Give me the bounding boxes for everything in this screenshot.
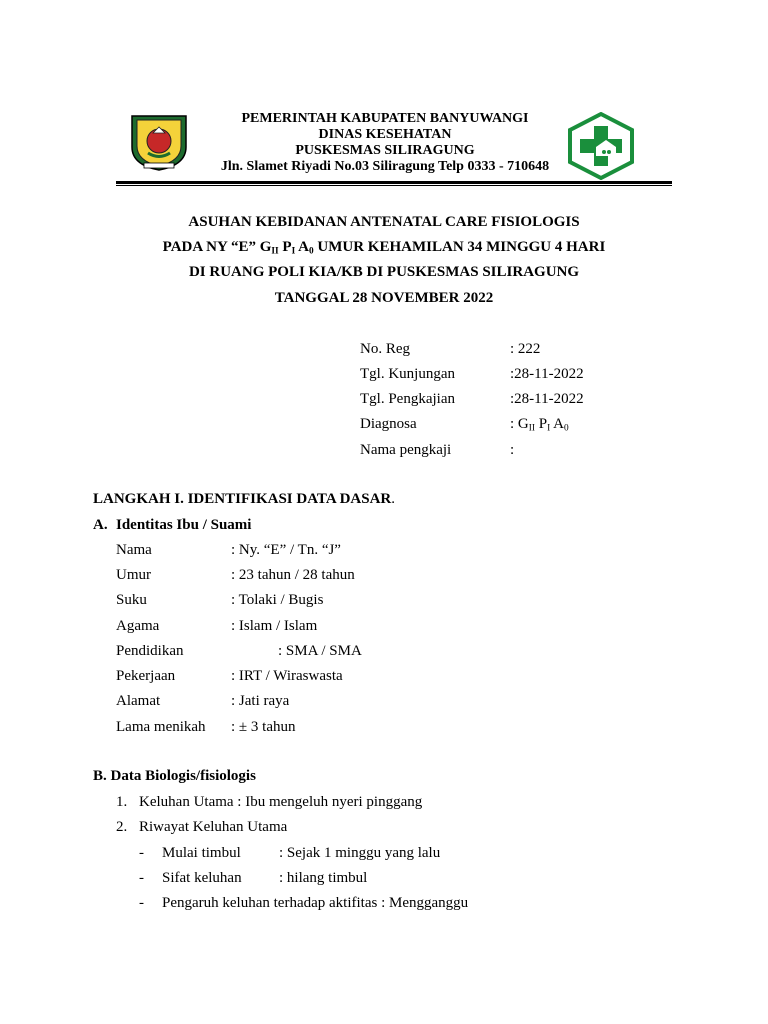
subitem-value: : hilang timbul bbox=[279, 870, 368, 886]
reg-label: Tgl. Pengkajian bbox=[360, 391, 455, 407]
puskesmas-logo bbox=[566, 112, 636, 180]
identity-value: : 23 tahun / 28 tahun bbox=[231, 567, 355, 583]
subsection-title-identitas: Identitas Ibu / Suami bbox=[116, 517, 252, 533]
identity-value: : SMA / SMA bbox=[278, 643, 362, 659]
bullet-dash: - bbox=[139, 870, 144, 886]
list-item-keluhan-utama: Keluhan Utama : Ibu mengeluh nyeri pinggang bbox=[139, 794, 423, 810]
identity-label: Suku bbox=[116, 592, 147, 608]
identity-value: : IRT / Wiraswasta bbox=[231, 668, 343, 684]
identity-value: : Tolaki / Bugis bbox=[231, 592, 324, 608]
identity-value: : Ny. “E” / Tn. “J” bbox=[231, 542, 341, 558]
identity-value: : Jati raya bbox=[231, 693, 290, 709]
identity-label: Pekerjaan bbox=[116, 668, 176, 684]
subitem-value: : Sejak 1 minggu yang lalu bbox=[279, 845, 441, 861]
title-line-4: TANGGAL 28 NOVEMBER 2022 bbox=[274, 290, 494, 306]
subsection-marker-a: A. bbox=[93, 517, 108, 533]
list-number: 2. bbox=[116, 819, 128, 835]
identity-label: Nama bbox=[116, 542, 152, 558]
reg-value: :28-11-2022 bbox=[510, 366, 584, 382]
banyuwangi-regency-logo bbox=[124, 113, 194, 171]
letterhead-rule-thin bbox=[116, 185, 672, 186]
letterhead-rule-thick bbox=[116, 181, 672, 184]
title-line-2-suffix: UMUR KEHAMILAN 34 MINGGU 4 HARI bbox=[313, 239, 606, 255]
subitem-label: Sifat keluhan bbox=[162, 870, 242, 886]
title-line-2-prefix: PADA NY “E” bbox=[162, 239, 260, 255]
reg-value: :28-11-2022 bbox=[510, 391, 584, 407]
section-heading-langkah-1: LANGKAH I. IDENTIFIKASI DATA DASAR. bbox=[93, 491, 395, 507]
header-government: PEMERINTAH KABUPATEN BANYUWANGI bbox=[241, 111, 529, 126]
list-number: 1. bbox=[116, 794, 128, 810]
header-address: Jln. Slamet Riyadi No.03 Siliragung Telp 0333 - 710648 bbox=[220, 159, 550, 174]
list-item-riwayat-keluhan: Riwayat Keluhan Utama bbox=[139, 819, 288, 835]
reg-value: : 222 bbox=[510, 341, 541, 357]
header-puskesmas: PUSKESMAS SILIRAGUNG bbox=[295, 143, 475, 158]
identity-label: Alamat bbox=[116, 693, 161, 709]
bullet-dash: - bbox=[139, 845, 144, 861]
title-line-2 bbox=[0, 239, 768, 256]
section-heading-data-biologis: B. Data Biologis/fisiologis bbox=[93, 768, 256, 784]
reg-label: No. Reg bbox=[360, 341, 410, 357]
reg-value-diagnosis: : $G_{II}$ $P_I$ $A_0$ bbox=[510, 416, 569, 434]
identity-label: Umur bbox=[116, 567, 151, 583]
reg-value: : bbox=[510, 442, 515, 458]
identity-value: : Islam / Islam bbox=[231, 618, 318, 634]
reg-label: Tgl. Kunjungan bbox=[360, 366, 455, 382]
title-line-1: ASUHAN KEBIDANAN ANTENATAL CARE FISIOLOGIS bbox=[188, 214, 580, 230]
title-line-3: DI RUANG POLI KIA/KB DI PUSKESMAS SILIRAGUNG bbox=[188, 264, 580, 280]
identity-label: Pendidikan bbox=[116, 643, 184, 659]
header-department: DINAS KESEHATAN bbox=[318, 127, 452, 142]
identity-label: Agama bbox=[116, 618, 160, 634]
obstetric-code: $G_{II}$ $P_I$ $A_0$ bbox=[259, 239, 314, 257]
subitem-label: Mulai timbul bbox=[162, 845, 241, 861]
bullet-dash: - bbox=[139, 895, 144, 911]
identity-label: Lama menikah bbox=[116, 719, 206, 735]
reg-label: Diagnosa bbox=[360, 416, 417, 432]
identity-value: : ± 3 tahun bbox=[231, 719, 296, 735]
reg-label: Nama pengkaji bbox=[360, 442, 452, 458]
subitem-label: Pengaruh keluhan terhadap aktifitas : Mengganggu bbox=[162, 895, 469, 911]
